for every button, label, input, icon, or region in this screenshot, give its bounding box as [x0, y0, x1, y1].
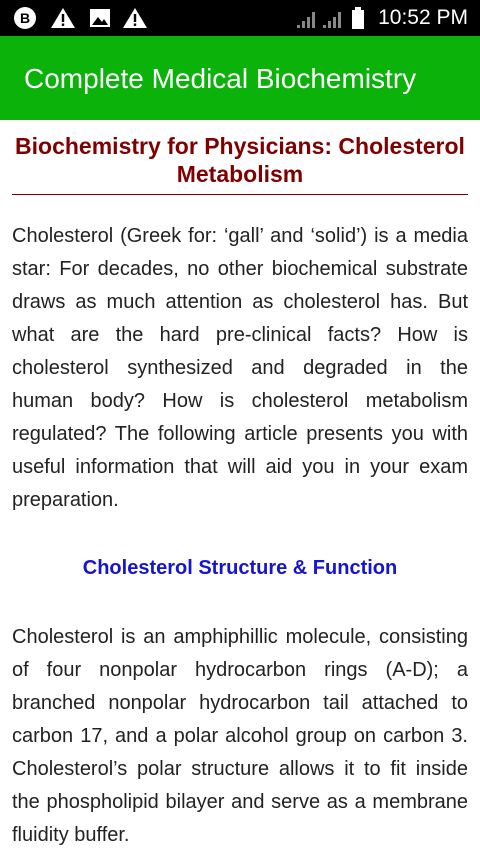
title-divider	[12, 194, 468, 195]
status-time: 10:52 PM	[378, 6, 468, 29]
app-title: Complete Medical Biochemistry	[24, 63, 417, 94]
article-content[interactable]	[0, 120, 480, 854]
image-icon	[88, 6, 112, 30]
battery-icon	[350, 6, 366, 30]
section-heading: Cholesterol Structure & Function	[82, 557, 398, 579]
signal-icon	[296, 6, 320, 30]
signal-icon	[322, 6, 346, 30]
article-title: Biochemistry for Physicians: Cholesterol Metabolism	[15, 133, 465, 187]
warning-icon	[50, 6, 76, 30]
status-bar	[0, 0, 480, 36]
intro-paragraph: Cholesterol (Greek for: ‘gall’ and ‘solid’) is a media star: For decades, no other biochemical substrate draws as much attention as cholesterol has. But what are the hard pre-clinical facts? How is cholesterol synthesized and degraded in the human body? How is cholesterol metabolism regulated? The following article presents you with useful information that will aid you in your exam preparation.	[12, 225, 468, 511]
section-paragraph: Cholesterol is an amphiphillic molecule, consisting of four nonpolar hydrocarbon rings (A-D); a branched nonpolar hydrocarbon tail attached to carbon 17, and a polar alcohol group on carbon 3. Cholesterol’s polar structure allows it to fit inside the phospholipid bilayer and serve as a membrane fluidity buffer.	[12, 626, 468, 846]
svg-text:B: B	[19, 10, 31, 26]
app-bar	[0, 36, 480, 120]
warning-icon	[122, 6, 148, 30]
sync-b-icon	[12, 6, 38, 30]
